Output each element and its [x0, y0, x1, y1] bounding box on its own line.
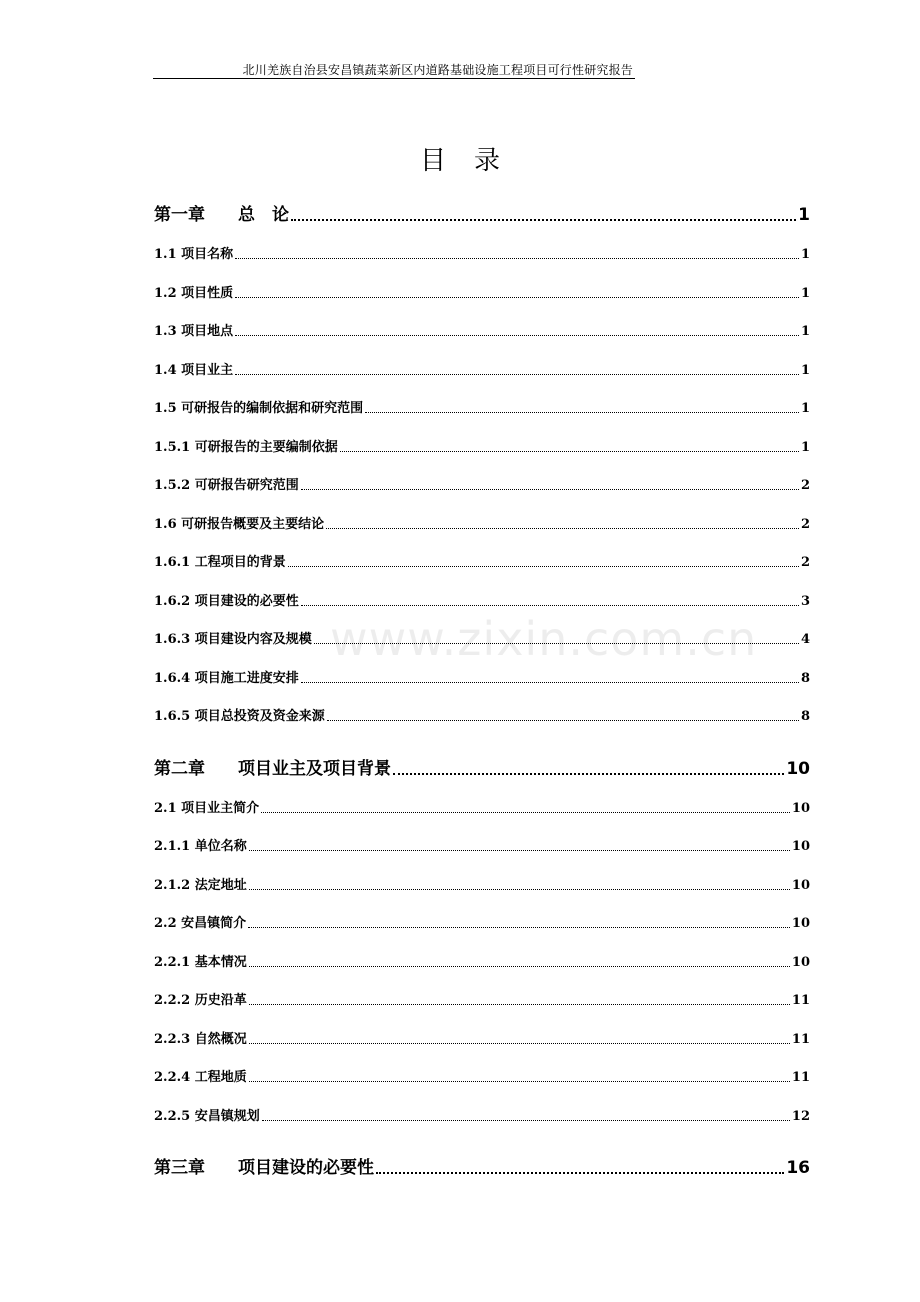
page-number: 11: [791, 993, 810, 1008]
entry-label: 1.6.3 项目建设内容及规模: [154, 632, 312, 647]
dot-leader: [340, 451, 799, 452]
toc-entry[interactable]: [154, 954, 810, 972]
entry-label: 2.1 项目业主简介: [154, 801, 260, 816]
entry-label: 1.4 项目业主: [154, 363, 234, 378]
page-number: 16: [786, 1158, 810, 1178]
toc-chapter-3[interactable]: [154, 1156, 810, 1180]
page-number: 10: [791, 801, 810, 816]
page-number: 11: [791, 1070, 810, 1085]
toc-entry[interactable]: [154, 1069, 810, 1087]
entry-label: 1.6.1 工程项目的背景: [154, 555, 286, 570]
toc-entry[interactable]: [154, 670, 810, 688]
page-number: 11: [791, 1032, 810, 1047]
toc-entry[interactable]: [154, 1108, 810, 1126]
entry-label: 2.2 安昌镇简介: [154, 916, 247, 931]
dot-leader: [291, 219, 796, 221]
entry-label: 1.3 项目地点: [154, 324, 234, 339]
toc-entry[interactable]: [154, 838, 810, 856]
title-char-1: 目: [419, 146, 446, 176]
dot-leader: [249, 1081, 790, 1082]
toc-entry[interactable]: [154, 362, 810, 380]
page-number: 1: [800, 247, 810, 262]
dot-leader: [235, 258, 799, 259]
toc-entry[interactable]: [154, 800, 810, 818]
entry-label: 1.2 项目性质: [154, 286, 234, 301]
toc-chapter-2[interactable]: [154, 757, 810, 781]
dot-leader: [249, 1043, 790, 1044]
entry-label: 2.2.5 安昌镇规划: [154, 1109, 260, 1124]
page-number: 1: [800, 324, 810, 339]
chapter-number: 第三章: [154, 1158, 205, 1178]
page-number: 2: [800, 478, 810, 493]
dot-leader: [288, 566, 799, 567]
page-number: 10: [791, 955, 810, 970]
dot-leader: [326, 528, 799, 529]
toc-entry[interactable]: [154, 246, 810, 264]
toc-entry[interactable]: [154, 992, 810, 1010]
running-header: 北川羌族自治县安昌镇蔬菜新区内道路基础设施工程项目可行性研究报告: [153, 62, 635, 79]
dot-leader: [249, 850, 790, 851]
entry-label: 1.5.2 可研报告研究范围: [154, 478, 299, 493]
entry-label: 1.6 可研报告概要及主要结论: [154, 517, 325, 532]
toc-entry[interactable]: [154, 1031, 810, 1049]
page-number: 10: [791, 878, 810, 893]
entry-label: 2.2.1 基本情况: [154, 955, 247, 970]
dot-leader: [249, 889, 790, 890]
toc-entry[interactable]: [154, 477, 810, 495]
toc-entry[interactable]: [154, 593, 810, 611]
dot-leader: [248, 927, 790, 928]
entry-label: 1.6.5 项目总投资及资金来源: [154, 709, 325, 724]
watermark: www.zixin.com.cn: [330, 612, 758, 666]
entry-label: 1.1 项目名称: [154, 247, 234, 262]
entry-label: 2.2.3 自然概况: [154, 1032, 247, 1047]
page-number: 1: [800, 401, 810, 416]
chapter-number: 第一章: [154, 205, 205, 225]
dot-leader: [327, 720, 799, 721]
chapter-number: 第二章: [154, 759, 205, 779]
dot-leader: [235, 335, 799, 336]
page-number: 10: [791, 916, 810, 931]
toc-chapter-1[interactable]: [154, 203, 810, 227]
toc-entry[interactable]: [154, 708, 810, 726]
dot-leader: [301, 605, 799, 606]
toc-entry[interactable]: [154, 439, 810, 457]
toc-entry[interactable]: [154, 400, 810, 418]
entry-label: 2.2.4 工程地质: [154, 1070, 247, 1085]
dot-leader: [314, 643, 799, 644]
entry-label: 2.2.2 历史沿革: [154, 993, 247, 1008]
page-number: 1: [800, 363, 810, 378]
dot-leader: [249, 1004, 790, 1005]
dot-leader: [261, 812, 790, 813]
toc-entry[interactable]: [154, 631, 810, 649]
title-char-2: 录: [474, 146, 501, 176]
page-number: 3: [800, 594, 810, 609]
dot-leader: [376, 1172, 784, 1174]
dot-leader: [235, 297, 799, 298]
page-number: 2: [800, 517, 810, 532]
toc-entry[interactable]: [154, 877, 810, 895]
entry-label: 2.1.2 法定地址: [154, 878, 247, 893]
entry-label: 2.1.1 单位名称: [154, 839, 247, 854]
page-number: 1: [800, 286, 810, 301]
chapter-title: 项目业主及项目背景: [238, 759, 391, 779]
page-number: 10: [786, 759, 810, 779]
page-number: 4: [800, 632, 810, 647]
page-number: 1: [800, 440, 810, 455]
toc-entry[interactable]: [154, 323, 810, 341]
chapter-title: 总 论: [238, 205, 289, 225]
page-title: [0, 142, 920, 180]
toc-entry[interactable]: [154, 516, 810, 534]
page-number: 10: [791, 839, 810, 854]
toc-entry[interactable]: [154, 915, 810, 933]
toc-entry[interactable]: [154, 554, 810, 572]
entry-label: 1.6.4 项目施工进度安排: [154, 671, 299, 686]
dot-leader: [249, 966, 790, 967]
entry-label: 1.5 可研报告的编制依据和研究范围: [154, 401, 364, 416]
entry-label: 1.6.2 项目建设的必要性: [154, 594, 299, 609]
dot-leader: [235, 374, 799, 375]
dot-leader: [301, 682, 799, 683]
page-number: 8: [800, 709, 810, 724]
toc-entry[interactable]: [154, 285, 810, 303]
page-number: 2: [800, 555, 810, 570]
entry-label: 1.5.1 可研报告的主要编制依据: [154, 440, 338, 455]
dot-leader: [301, 489, 799, 490]
dot-leader: [262, 1120, 790, 1121]
dot-leader: [365, 412, 799, 413]
page-number: 12: [791, 1109, 810, 1124]
page-number: 1: [798, 205, 810, 225]
page-number: 8: [800, 671, 810, 686]
dot-leader: [393, 773, 784, 775]
chapter-title: 项目建设的必要性: [238, 1158, 374, 1178]
